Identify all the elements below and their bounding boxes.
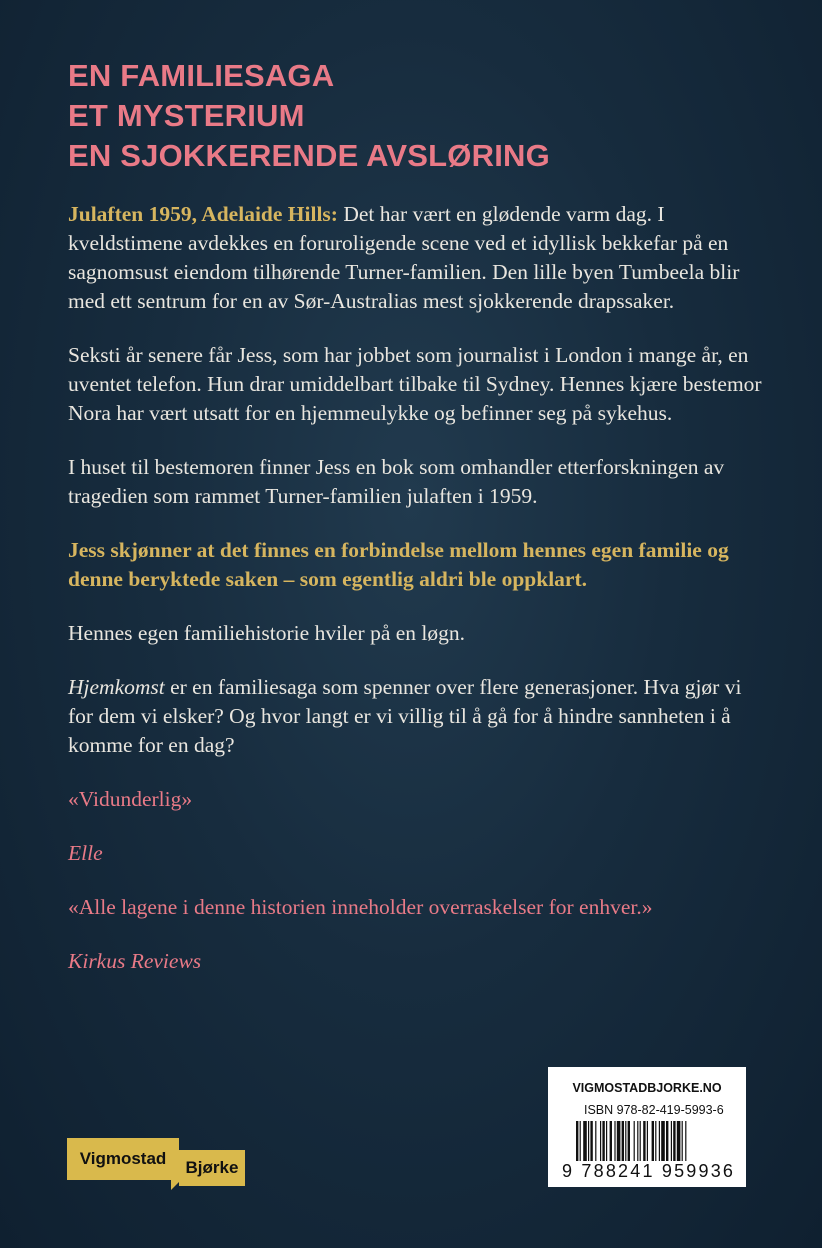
closing-text: er en familiesaga som spenner over flere generasjoner. Hva gjør vi for dem vi elsker? Og hvor langt er vi villig til å gå for å hindre sannheten i å komme for en dag? (68, 675, 742, 757)
publisher-logo-left: Vigmostad (67, 1138, 179, 1180)
closing-paragraph (68, 673, 768, 760)
barcode-box (548, 1067, 746, 1187)
intro-text: Det har vært en glødende varm dag. I kveldstimene avdekkes en foruroligende scene ved et idyllisk bekkefar på en sagnomsust eiendom tilhørende Turner-familien. Den lille byen Tumbeela blir med ett sentrum for en av Sør-Australias mest sjokkerende drapssaker. (68, 202, 740, 313)
intro-lead: Julaften 1959, Adelaide Hills: (68, 202, 338, 226)
isbn-number: ISBN 978-82-419-5993-6 (584, 1103, 724, 1117)
paragraph-book: I huset til bestemoren finner Jess en bok som omhandler etterforskningen av tragedien som rammet Turner-familien julaften i 1959. (68, 455, 725, 508)
intro-paragraph (68, 200, 768, 316)
book-title: Hjemkomst (68, 675, 165, 699)
publisher-website: VIGMOSTADBJORKE.NO (572, 1081, 722, 1095)
highlight-paragraph: Jess skjønner at det finnes en forbindelse mellom hennes egen familie og denne beryktede saken – som egentlig aldri ble oppklart. (68, 538, 729, 591)
barcode-digits: 9 788241 959936 (562, 1161, 736, 1181)
lie-paragraph: Hennes egen familiehistorie hviler på en løgn. (68, 621, 466, 645)
publisher-logo-right: Bjørke (179, 1150, 245, 1186)
headline-line-2: ET MYSTERIUM (68, 98, 305, 133)
quote-1-text: «Vidunderlig» (68, 787, 193, 811)
barcode-icon (576, 1121, 720, 1161)
headline (68, 56, 550, 176)
headline-line-1: EN FAMILIESAGA (68, 58, 335, 93)
blurb (68, 200, 768, 1001)
paragraph-phone-call: Seksti år senere får Jess, som har jobbet som journalist i London i mange år, en uventet telefon. Hun drar umiddelbart tilbake til Sydney. Hennes kjære bestemor Nora har vært utsatt for en hjemmeulykke og befinner seg på sykehus. (68, 343, 762, 425)
quote-2-source: Kirkus Reviews (68, 949, 202, 973)
headline-line-3: EN SJOKKERENDE AVSLØRING (68, 138, 550, 173)
quote-2-text: «Alle lagene i denne historien inneholder overraskelser for enhver.» (68, 895, 653, 919)
quote-1-source: Elle (68, 841, 103, 865)
